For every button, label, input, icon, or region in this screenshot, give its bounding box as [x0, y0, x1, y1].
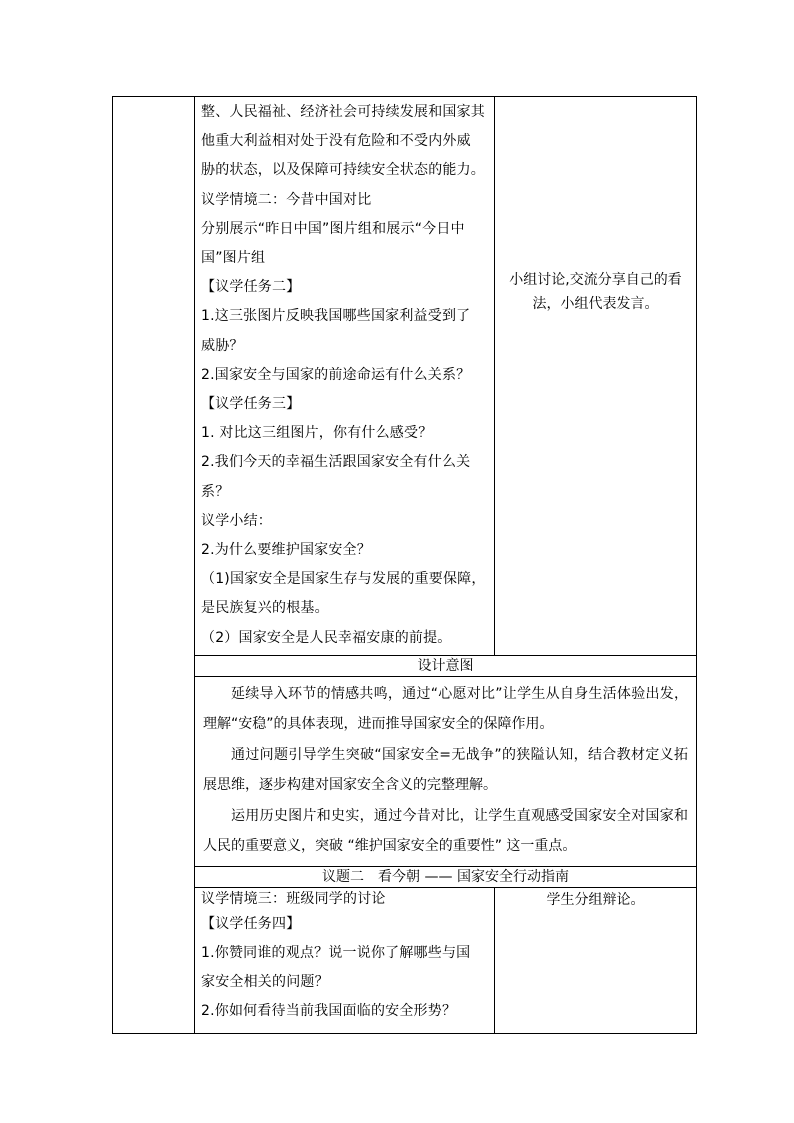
content-line: 整、人民福祉、经济社会可持续发展和国家其 [201, 104, 485, 120]
topic-two-activity-cell [495, 887, 697, 1033]
topic-two-heading: 议题二 看今朝 —— 国家安全行动指南 [195, 866, 697, 887]
content-line: 家安全相关的问题？ [201, 974, 329, 991]
design-paragraph: 延续导入环节的情感共鸣，通过“心愿对比”让学生从自身生活体验出发，理解“安稳”的具体表现，进而推导国家安全的保障作用。 [203, 685, 688, 733]
table-row [113, 97, 697, 656]
lesson-plan-table [112, 96, 697, 1034]
content-line: 是民族复兴的根基。 [201, 600, 329, 617]
content-line: 2.我们今天的幸福生活跟国家安全有什么关 [201, 454, 471, 471]
design-intent-cell [195, 676, 697, 866]
student-activity-text: 小组讨论,交流分享自己的看法，小组代表发言。 [509, 272, 682, 312]
content-line: （2）国家安全是人民幸福安康的前提。 [201, 629, 452, 646]
topic-two-content-cell [195, 887, 495, 1033]
table-row [113, 676, 697, 866]
design-intent-heading: 设计意图 [195, 655, 697, 676]
teaching-content-cell [195, 97, 495, 656]
left-empty-cell [113, 97, 195, 1034]
table-row [113, 655, 697, 676]
content-line: 【议学任务四】 [201, 915, 301, 932]
table-row [113, 887, 697, 1033]
content-line: 议学小结： [201, 512, 272, 529]
content-line: 【议学任务三】 [201, 396, 301, 413]
content-line: 威胁？ [201, 337, 244, 354]
design-paragraph: 通过问题引导学生突破“国家安全=无战争”的狭隘认知，结合教材定义拓展思维，逐步构建对国家安全含义的完整理解。 [203, 746, 688, 794]
content-line: 国”图片组 [201, 250, 266, 267]
content-line: 议学情境三：班级同学的讨论 [201, 890, 386, 907]
student-activity-cell [495, 97, 697, 656]
content-line: 2.为什么要维护国家安全？ [201, 542, 371, 559]
content-line: （1)国家安全是国家生存与发展的重要保障， [201, 571, 486, 588]
design-paragraph: 运用历史图片和史实，通过今昔对比，让学生直观感受国家安全对国家和人民的重要意义，突破 “维护国家安全的重要性” 这一重点。 [203, 807, 688, 855]
content-line: 1. 对比这三组图片，你有什么感受？ [201, 425, 433, 442]
content-line: 他重大利益相对处于没有危险和不受内外威 [201, 133, 471, 150]
student-activity-text: 学生分组辩论。 [546, 891, 645, 908]
content-line: 【议学任务二】 [201, 279, 301, 296]
content-line: 议学情境二：今昔中国对比 [201, 191, 372, 208]
table-row [113, 866, 697, 887]
content-line: 系？ [201, 483, 230, 500]
content-line: 2.国家安全与国家的前途命运有什么关系？ [201, 366, 471, 383]
content-line: 胁的状态，以及保障可持续安全状态的能力。 [201, 162, 485, 179]
content-line: 2.你如何看待当前我国面临的安全形势？ [201, 1003, 457, 1020]
content-line: 1.这三张图片反映我国哪些国家利益受到了 [201, 308, 471, 325]
content-line: 分别展示“昨日中国”图片组和展示“今日中 [201, 220, 465, 237]
content-line: 1.你赞同谁的观点？说一说你了解哪些与国 [201, 945, 471, 962]
